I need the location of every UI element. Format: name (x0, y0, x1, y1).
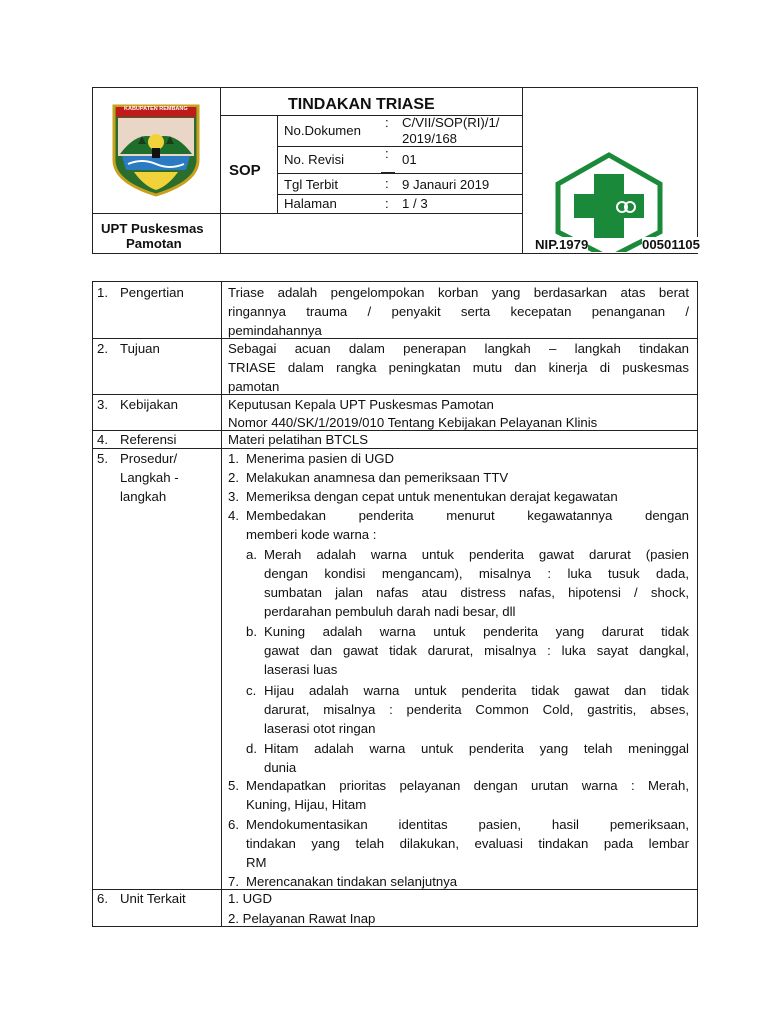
field-label-no-dokumen: No.Dokumen (284, 123, 361, 138)
field-colon: : (385, 146, 389, 161)
substep-letter: d. (246, 741, 257, 756)
step-text: Menerima pasien di UGD (246, 451, 395, 466)
tujuan-line: Sebagai acuan dalam penerapan langkah – langkah tindakan (228, 341, 689, 356)
step-text: Memeriksa dengan cepat untuk menentukan derajat kegawatan (246, 489, 618, 504)
step-text: Membedakan penderita menurut kegawatannya dengan (246, 508, 689, 523)
regency-emblem-logo (108, 100, 204, 198)
section-label-pengertian: Pengertian (120, 285, 184, 300)
step-number: 7. (228, 874, 239, 889)
substep-letter: b. (246, 624, 257, 639)
tujuan-line: pamotan (228, 379, 280, 394)
nip-text: NIP.1979 (535, 237, 589, 252)
substep-text: dengan kondisi mengancam), misalnya : luka tusuk dada, (264, 566, 689, 581)
field-colon: : (385, 176, 389, 191)
substep-text: laserasi luas (264, 662, 338, 677)
sop-label: SOP (229, 162, 261, 179)
field-label-halaman: Halaman (284, 196, 337, 211)
field-value-no-dokumen-1: C/VII/SOP(RI)/1/ (402, 115, 500, 130)
field-colon-underline (381, 172, 395, 173)
field-colon: : (385, 115, 389, 130)
referensi-line: Materi pelatihan BTCLS (228, 432, 369, 447)
tujuan-line: TRIASE dalam rangka peningkatan mutu dan kinerja di puskesmas (228, 360, 689, 375)
section-label-prosedur: langkah (120, 489, 167, 504)
section-label-prosedur: Prosedur/ (120, 451, 178, 466)
step-number: 1. (228, 451, 239, 466)
nip-text-tail: 00501105 (642, 237, 700, 252)
step-text: Mendokumentasikan identitas pasien, hasil pemeriksaan, (246, 817, 689, 832)
section-label-referensi: Referensi (120, 432, 177, 447)
substep-text: Hitam adalah warna untuk penderita yang telah meninggal (264, 741, 689, 756)
pengertian-line: Triase adalah pengelompokan korban yang berdasarkan atas berat (228, 285, 689, 300)
field-colon: : (385, 196, 389, 211)
logo-banner-text: KABUPATEN REMBANG (124, 106, 188, 112)
step-text: RM (246, 855, 267, 870)
unit-line: 2. Pelayanan Rawat Inap (228, 911, 376, 926)
field-label-tgl-terbit: Tgl Terbit (284, 177, 338, 192)
pengertian-line: ringannya trauma / penyakit serta kecepatan penanganan / (228, 304, 689, 319)
substep-text: laserasi otot ringan (264, 721, 376, 736)
unit-line: 1. UGD (228, 891, 272, 906)
step-text: Kuning, Hijau, Hitam (246, 797, 367, 812)
step-text: Melakukan anamnesa dan pemeriksaan TTV (246, 470, 509, 485)
section-label-kebijakan: Kebijakan (120, 397, 178, 412)
step-number: 4. (228, 508, 239, 523)
step-text: memberi kode warna : (246, 527, 377, 542)
field-label-no-revisi: No. Revisi (284, 152, 345, 167)
substep-letter: a. (246, 547, 257, 562)
document-title: TINDAKAN TRIASE (288, 96, 435, 113)
section-number: 3. (97, 397, 108, 412)
field-value-no-dokumen-2: 2019/168 (402, 131, 458, 146)
substep-text: sumbatan jalan nafas atau distress nafas, hipotensi / shock, (264, 585, 689, 600)
section-label-tujuan: Tujuan (120, 341, 160, 356)
field-value-no-revisi: 01 (402, 152, 417, 167)
kebijakan-line: Keputusan Kepala UPT Puskesmas Pamotan (228, 397, 494, 412)
section-number: 6. (97, 891, 108, 906)
substep-text: dunia (264, 760, 297, 775)
substep-text: Hijau adalah warna untuk penderita tidak gawat dan tidak (264, 683, 689, 698)
step-number: 2. (228, 470, 239, 485)
field-value-halaman: 1 / 3 (402, 196, 428, 211)
step-number: 3. (228, 489, 239, 504)
kebijakan-line: Nomor 440/SK/1/2019/010 Tentang Kebijakan Pelayanan Klinis (228, 415, 598, 430)
org-name-line1: UPT Puskesmas (101, 221, 204, 236)
substep-text: Kuning adalah warna untuk penderita yang darurat tidak (264, 624, 689, 639)
step-text: tindakan yang telah dilakukan, evaluasi tindakan pada lembar (246, 836, 689, 851)
substep-letter: c. (246, 683, 257, 698)
org-name-line2: Pamotan (126, 236, 182, 251)
step-number: 6. (228, 817, 239, 832)
step-text: Mendapatkan prioritas pelayanan dengan urutan warna : Merah, (246, 778, 689, 793)
section-label-unit-terkait: Unit Terkait (120, 891, 186, 906)
section-number: 1. (97, 285, 108, 300)
section-number: 5. (97, 451, 108, 466)
substep-text: gawat dan gawat tidak darurat, misalnya : luka sayat dangkal, (264, 643, 689, 658)
step-text: Merencanakan tindakan selanjutnya (246, 874, 458, 889)
substep-text: perdarahan pembuluh darah nadi besar, dll (264, 604, 516, 619)
pengertian-line: pemindahannya (228, 323, 322, 338)
step-number: 5. (228, 778, 239, 793)
substep-text: darurat, misalnya : penderita Common Cold, gastritis, abses, (264, 702, 689, 717)
substep-text: Merah adalah warna untuk penderita gawat darurat (pasien (264, 547, 689, 562)
section-number: 2. (97, 341, 108, 356)
section-label-prosedur: Langkah - (120, 470, 179, 485)
field-value-tgl-terbit: 9 Janauri 2019 (402, 177, 490, 192)
section-number: 4. (97, 432, 108, 447)
